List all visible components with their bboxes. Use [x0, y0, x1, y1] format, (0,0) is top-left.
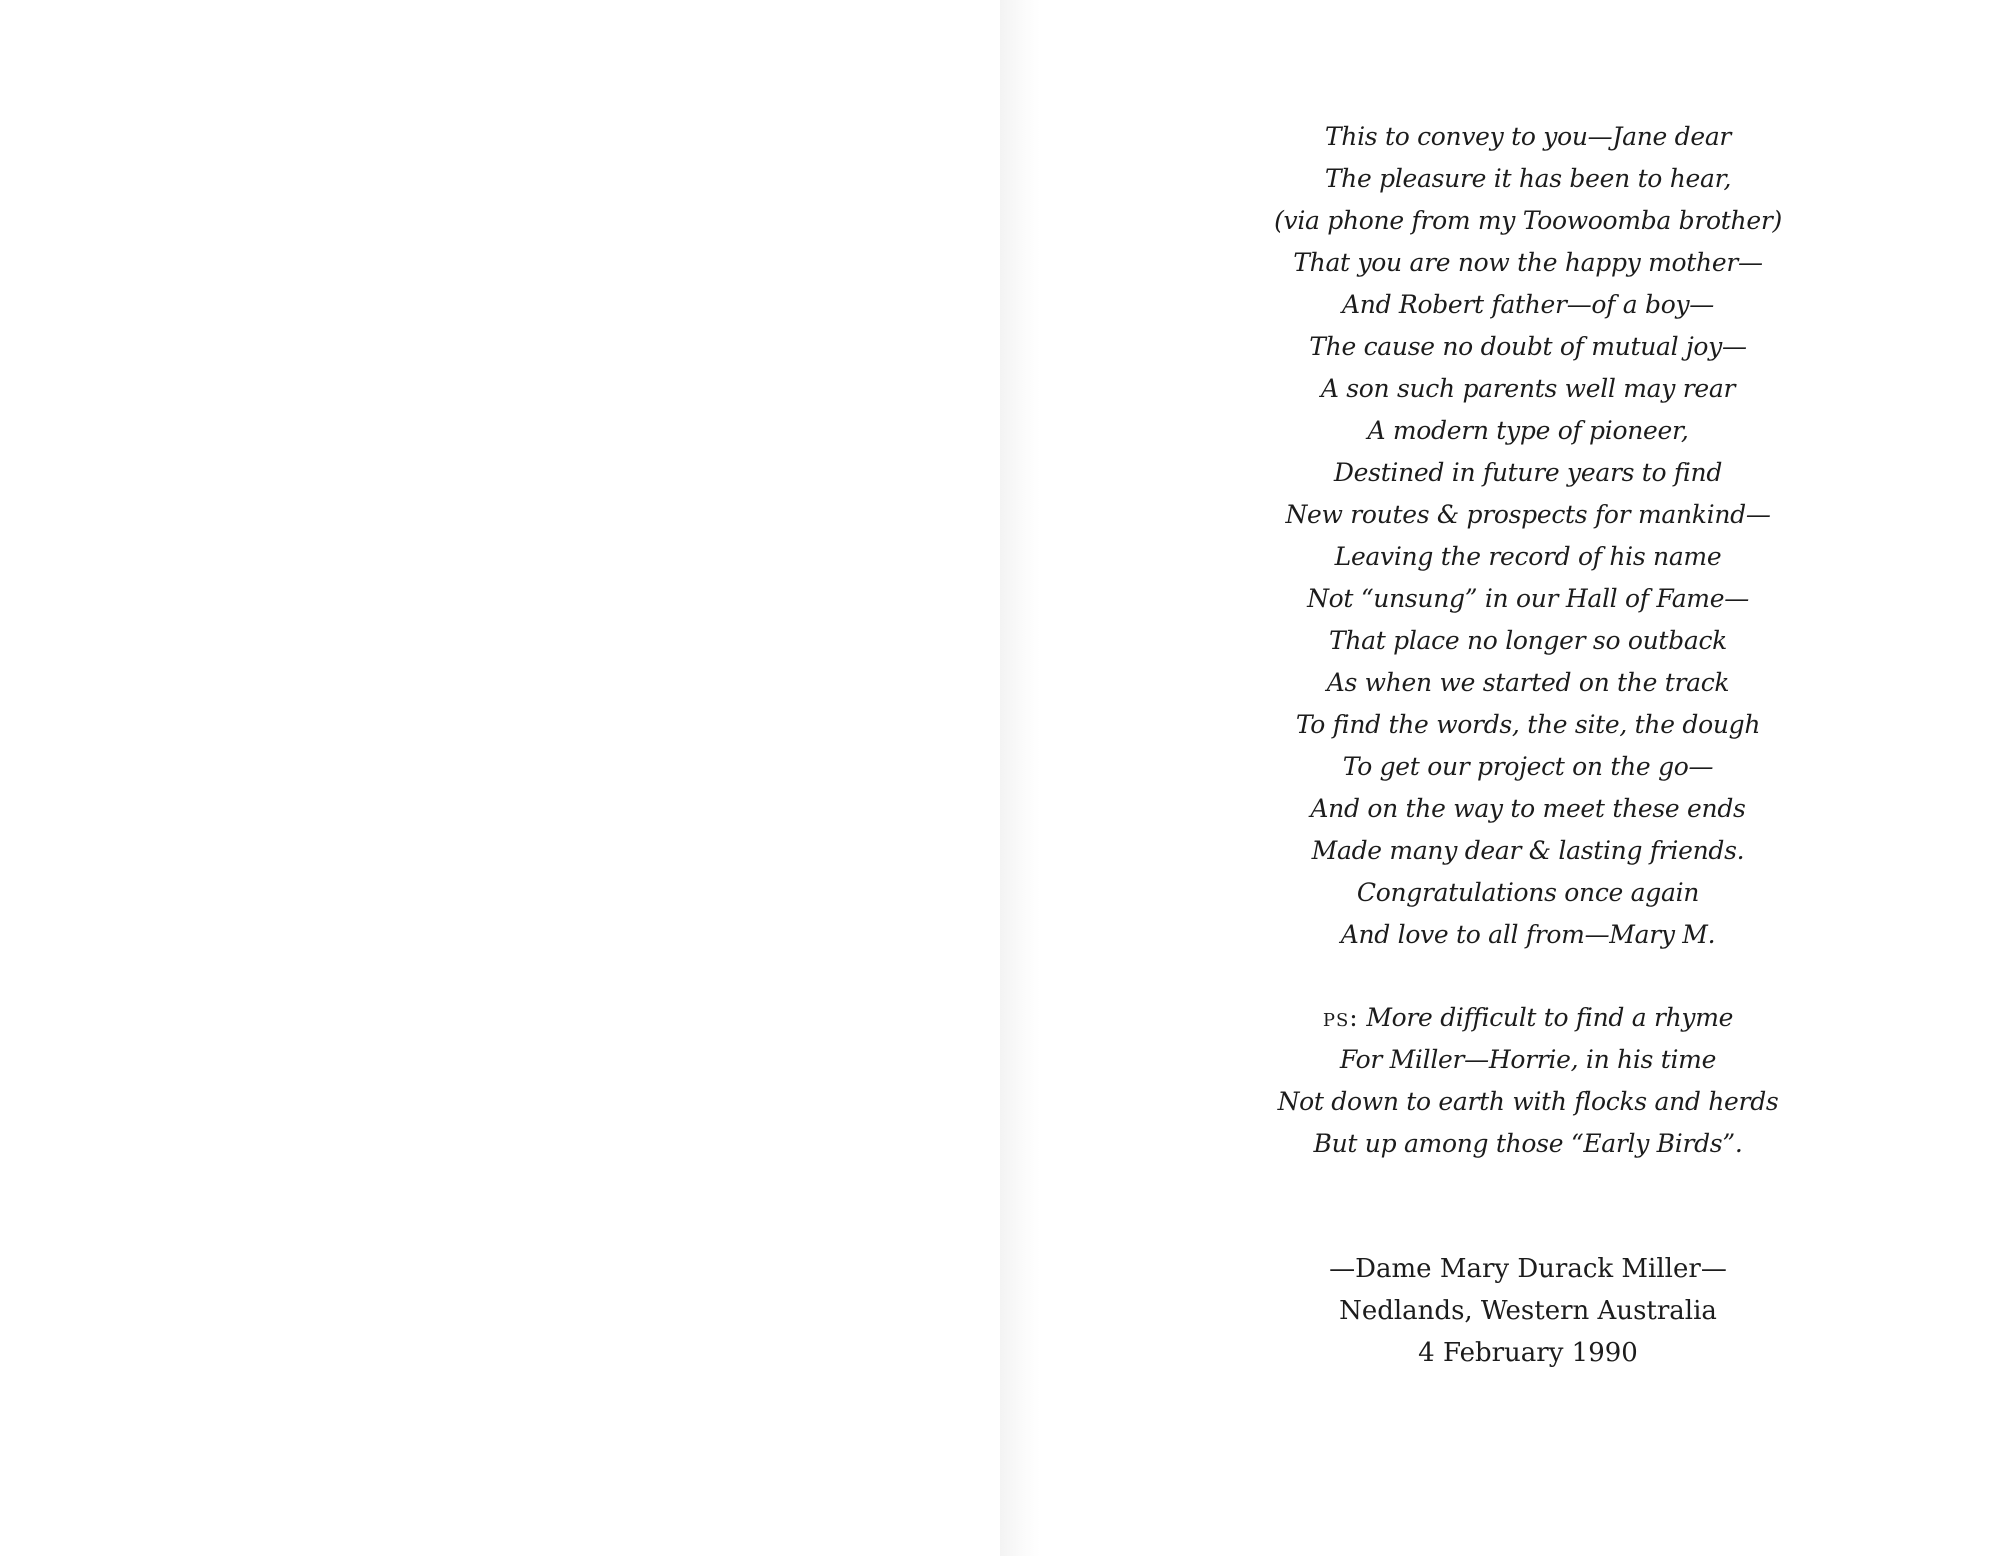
poem-line: As when we started on the track — [1326, 668, 1730, 697]
poem-line: To find the words, the site, the dough — [1295, 710, 1761, 739]
author-place: Nedlands, Western Australia — [1339, 1296, 1717, 1326]
postscript-first-line-text: More difficult to find a rhyme — [1358, 1003, 1734, 1032]
poem-line: This to convey to you—Jane dear — [1324, 122, 1732, 151]
postscript-line: For Miller—Horrie, in his time — [1339, 1045, 1717, 1074]
poem-line: Made many dear & lasting friends. — [1311, 836, 1745, 865]
poem-line: That place no longer so outback — [1328, 626, 1728, 655]
postscript-line: But up among those “Early Birds”. — [1313, 1129, 1743, 1158]
poem-line: Leaving the record of his name — [1334, 542, 1722, 571]
poem-line: Not “unsung” in our Hall of Fame— — [1307, 584, 1749, 613]
poem-line: That you are now the happy mother— — [1293, 248, 1763, 277]
poem-line: The cause no doubt of mutual joy— — [1309, 332, 1747, 361]
postscript-line: Not down to earth with flocks and herds — [1277, 1087, 1779, 1116]
poem-line: To get our project on the go— — [1342, 752, 1714, 781]
poem-line: (via phone from my Toowoomba brother) — [1274, 206, 1782, 235]
author-name: —Dame Mary Durack Miller— — [1329, 1254, 1727, 1284]
poem-line: Destined in future years to find — [1333, 458, 1723, 487]
poem-line: The pleasure it has been to hear, — [1324, 164, 1732, 193]
poem — [1228, 116, 1828, 956]
poem-line: And love to all from—Mary M. — [1340, 920, 1716, 949]
poem-line: New routes & prospects for mankind— — [1285, 500, 1771, 529]
letter-date: 4 February 1990 — [1418, 1338, 1638, 1368]
signature-block — [1228, 1248, 1828, 1374]
poem-line: A modern type of pioneer, — [1367, 416, 1689, 445]
poem-line: A son such parents well may rear — [1320, 374, 1736, 403]
postscript — [1228, 997, 1828, 1165]
poem-line: And on the way to meet these ends — [1310, 794, 1746, 823]
postscript-label: ps: — [1322, 1003, 1359, 1032]
poem-line: And Robert father—of a boy— — [1342, 290, 1714, 319]
postscript-first-line — [1228, 997, 1828, 1039]
poem-line: Congratulations once again — [1356, 878, 1700, 907]
